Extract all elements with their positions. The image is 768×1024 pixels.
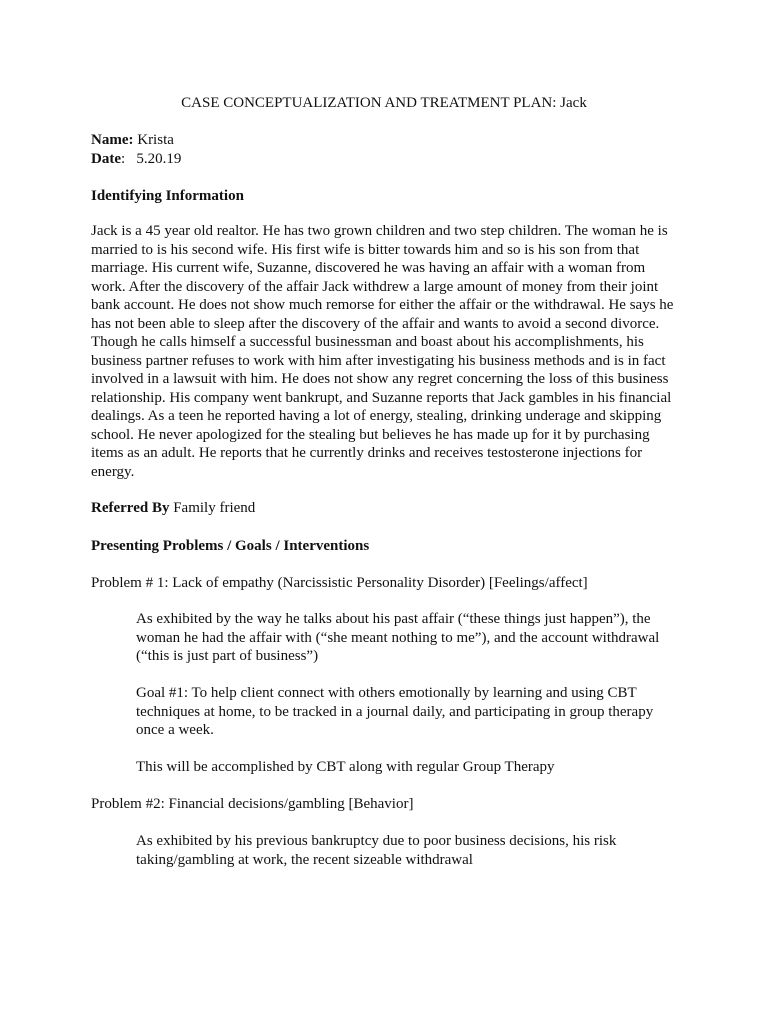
identifying-paragraph (91, 222, 686, 481)
paragraph-line: involved in a lawsuit with him. He does not show any regret concerning the loss of this business (91, 371, 669, 387)
presenting-heading: Presenting Problems / Goals / Interventions (91, 538, 370, 554)
paragraph-line: As exhibited by his previous bankruptcy due to poor business decisions, his risk (136, 833, 617, 849)
date-value: : 5.20.19 (121, 151, 182, 167)
referred-value: Family friend (169, 500, 256, 516)
paragraph-line: has not been able to sleep after the discovery of the affair and wants to avoid a second divorce. (91, 315, 660, 332)
paragraph-line: items as an adult. He reports that he currently drinks and receives testosterone injections for (91, 445, 643, 461)
problem-2-exhibited (136, 832, 681, 869)
problem-1-exhibited (136, 610, 681, 666)
paragraph-line: Jack is a 45 year old realtor. He has two grown children and two step children. The woman he is (91, 223, 668, 239)
paragraph-line: business partner refuses to work with him after investigating his business methods and is in fact (91, 352, 666, 369)
problem-2: Problem #2: Financial decisions/gambling [Behavior] (91, 796, 414, 812)
referred-line (91, 499, 255, 518)
paragraph-line: techniques at home, to be tracked in a journal daily, and participating in group therapy (136, 703, 654, 720)
goal-1-method: This will be accomplished by CBT along with regular Group Therapy (136, 759, 555, 775)
paragraph-line: (“this is just part of business”) (136, 648, 319, 664)
name-value: Krista (133, 132, 174, 148)
paragraph-line: Though he calls himself a successful businessman and boast about his accomplishments, his (91, 334, 644, 350)
date-line (91, 150, 181, 169)
paragraph-line: woman he had the affair with (“she meant nothing to me”), and the account withdrawal (136, 629, 660, 646)
paragraph-line: Goal #1: To help client connect with others emotionally by learning and using CBT (136, 685, 637, 701)
date-label: Date (91, 151, 121, 167)
paragraph-line: school. He never apologized for the stealing but believes he has made up for it by purchasing (91, 426, 650, 443)
paragraph-line: energy. (91, 463, 135, 480)
referred-label: Referred By (91, 500, 170, 516)
paragraph-line: relationship. His company went bankrupt, and Suzanne reports that Jack gambles in his financial (91, 389, 672, 406)
name-label: Name: (91, 132, 134, 148)
paragraph-line: bank account. He does not show much remorse for either the affair or the withdrawal. He says he (91, 297, 674, 313)
paragraph-line: marriage. His current wife, Suzanne, discovered he was having an affair with a woman from (91, 260, 646, 276)
paragraph-line: dealings. As a teen he reported having a lot of energy, stealing, drinking underage and skipping (91, 408, 662, 424)
paragraph-line: once a week. (136, 722, 214, 738)
name-line (91, 131, 174, 150)
identifying-heading: Identifying Information (91, 188, 244, 204)
paragraph-line: married to is his second wife. His first wife is bitter towards him and so is his son from that (91, 241, 640, 258)
goal-1 (136, 684, 681, 740)
paragraph-line: As exhibited by the way he talks about his past affair (“these things just happen”), the (136, 611, 651, 627)
problem-1: Problem # 1: Lack of empathy (Narcissistic Personality Disorder) [Feelings/affect] (91, 575, 588, 591)
paragraph-line: work. After the discovery of the affair Jack withdrew a large amount of money from their joint (91, 278, 659, 295)
paragraph-line: taking/gambling at work, the recent sizeable withdrawal (136, 851, 473, 868)
document-title: CASE CONCEPTUALIZATION AND TREATMENT PLAN: Jack (181, 95, 587, 111)
